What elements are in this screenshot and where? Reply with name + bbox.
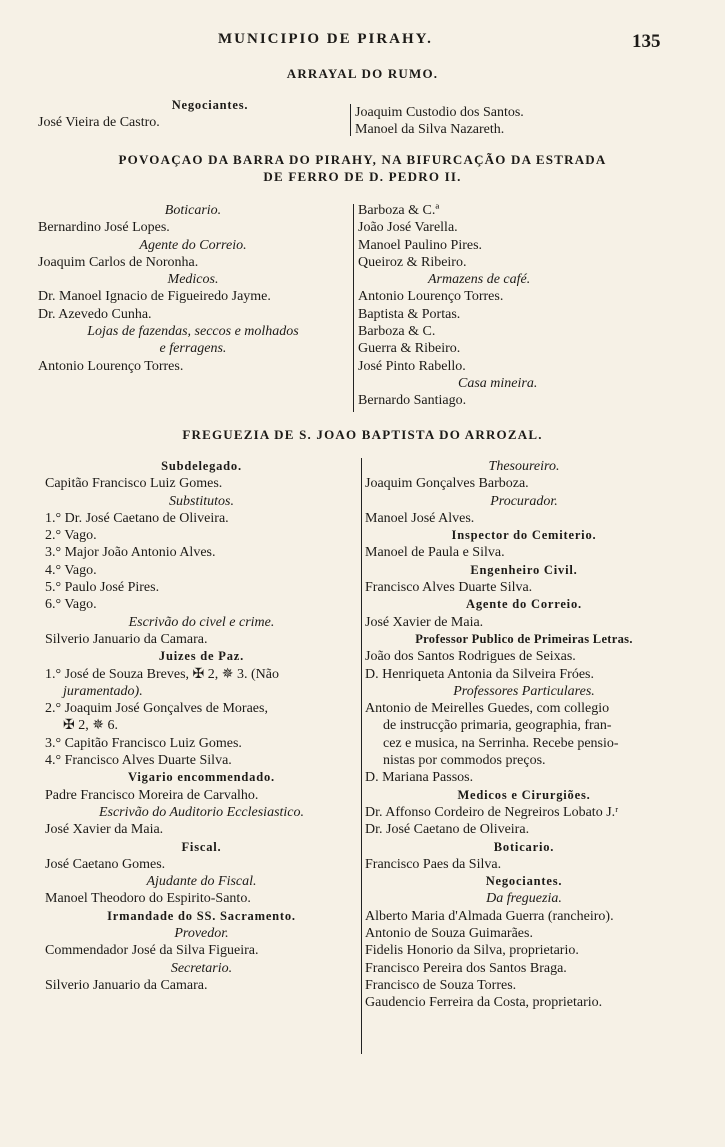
- entry: Gaudencio Ferreira da Costa, proprietario.: [365, 995, 603, 1011]
- entry: 4.° Francisco Alves Duarte Silva.: [45, 753, 232, 769]
- entry-cont: nistas por commodos preços.: [383, 753, 546, 769]
- entry: Queiroz & Ribeiro.: [358, 254, 467, 270]
- entry: Antonio Lourenço Torres.: [358, 289, 504, 305]
- entry: Dr. Affonso Cordeiro de Negreiros Lobato J.ʳ: [365, 804, 619, 820]
- heading-boticario: Boticario.: [164, 203, 222, 218]
- entry: Manoel da Silva Nazareth.: [355, 122, 505, 138]
- arrayal-right-column: [355, 104, 524, 139]
- heading-substitutos: Substitutos.: [169, 493, 234, 509]
- povoacao-right-column: [358, 202, 688, 410]
- heading-escrivao: Escrivão do civel e crime.: [128, 614, 275, 630]
- entry: Francisco de Souza Torres.: [365, 977, 517, 993]
- column-divider: [361, 458, 362, 1054]
- freguezia-right-column: [365, 458, 683, 1012]
- entry: Dr. Azevedo Cunha.: [38, 306, 152, 322]
- entry-cont: de instrucção primaria, geographia, fran-: [383, 718, 612, 734]
- page-number: 135: [632, 31, 661, 52]
- entry: Francisco Paes da Silva.: [365, 856, 502, 872]
- heading-professor-publico: Professor Publico de Primeiras Letras.: [415, 631, 633, 646]
- freguezia-left-column: [45, 458, 358, 994]
- heading-fiscal: Fiscal.: [181, 839, 222, 854]
- entry: 1.° Dr. José Caetano de Oliveira.: [45, 510, 229, 526]
- heading-armazens: Armazens de café.: [428, 272, 531, 288]
- entry: Manoel José Alves.: [365, 510, 475, 526]
- entry: Manoel Theodoro do Espirito-Santo.: [45, 891, 251, 907]
- heading-da-freguezia: Da freguezia.: [486, 891, 562, 907]
- entry: Alberto Maria d'Almada Guerra (rancheiro).: [365, 908, 614, 924]
- entry: 4.° Vago.: [45, 562, 97, 578]
- column-divider: [350, 104, 351, 136]
- heading-secretario: Secretario.: [170, 960, 233, 976]
- section-title-povoacao-2: DE FERRO DE D. PEDRO II.: [263, 169, 462, 184]
- povoacao-left-column: [38, 202, 348, 375]
- heading-irmandade: Irmandade do SS. Sacramento.: [107, 908, 296, 923]
- entry: Joaquim Gonçalves Barboza.: [365, 476, 529, 492]
- heading-procurador: Procurador.: [490, 493, 558, 509]
- heading-negociantes: Negociantes.: [171, 98, 249, 112]
- entry-cont: ✠ 2, ✵ 6.: [63, 718, 118, 734]
- entry: 3.° Major João Antonio Alves.: [45, 545, 216, 561]
- heading-medicos: Medicos.: [167, 272, 219, 288]
- entry: Francisco Alves Duarte Silva.: [365, 580, 533, 596]
- heading-lojas: Lojas de fazendas, seccos e molhados: [87, 324, 299, 340]
- entry: Silverio Januario da Camara.: [45, 631, 208, 647]
- heading-thesoureiro: Thesoureiro.: [488, 459, 560, 474]
- section-title-povoacao: POVOAÇAO DA BARRA DO PIRAHY, NA BIFURCAÇÃO DA ESTRADA: [118, 152, 607, 167]
- entry: José Pinto Rabello.: [358, 358, 466, 374]
- heading-lojas-2: e ferragens.: [159, 341, 227, 357]
- section-title-arrayal: ARRAYAL DO RUMO.: [286, 66, 439, 81]
- entry: José Caetano Gomes.: [45, 856, 166, 872]
- entry: 1.° José de Souza Breves, ✠ 2, ✵ 3. (Não: [45, 666, 279, 682]
- heading-vigario: Vigario encommendado.: [128, 770, 275, 785]
- entry: Baptista & Portas.: [358, 306, 461, 322]
- heading-subdelegado: Subdelegado.: [161, 459, 242, 473]
- entry: Barboza & C.: [358, 324, 436, 340]
- heading-engenheiro: Engenheiro Civil.: [470, 562, 578, 577]
- running-header: MUNICIPIO DE PIRAHY.: [218, 31, 433, 47]
- entry: João dos Santos Rodrigues de Seixas.: [365, 649, 576, 665]
- entry: Silverio Januario da Camara.: [45, 977, 208, 993]
- entry: Manoel de Paula e Silva.: [365, 545, 505, 561]
- entry: D. Henriqueta Antonia da Silveira Fróes.: [365, 666, 595, 682]
- entry: Dr. José Caetano de Oliveira.: [365, 822, 530, 838]
- entry: Padre Francisco Moreira de Carvalho.: [45, 787, 259, 803]
- entry: Dr. Manoel Ignacio de Figueiredo Jayme.: [38, 289, 271, 305]
- heading-escrivao-auditorio: Escrivão do Auditorio Ecclesiastico.: [98, 804, 305, 820]
- entry: Francisco Pereira dos Santos Braga.: [365, 960, 567, 976]
- entry: José Vieira de Castro.: [38, 115, 160, 131]
- entry: Commendador José da Silva Figueira.: [45, 943, 259, 959]
- entry: Capitão Francisco Luiz Gomes.: [45, 476, 223, 492]
- entry: D. Mariana Passos.: [365, 770, 474, 786]
- entry: Joaquim Carlos de Noronha.: [38, 254, 199, 270]
- entry: Antonio de Souza Guimarães.: [365, 926, 533, 942]
- heading-medicos-cirurgioes: Medicos e Cirurgiões.: [457, 787, 591, 802]
- column-divider: [353, 204, 354, 412]
- entry: José Xavier da Maia.: [45, 822, 164, 838]
- heading-casa-mineira: Casa mineira.: [458, 375, 538, 391]
- heading-juizes: Juizes de Paz.: [158, 649, 245, 664]
- heading-provedor: Provedor.: [174, 926, 229, 942]
- heading-negociantes: Negociantes.: [485, 874, 563, 889]
- entry: Guerra & Ribeiro.: [358, 341, 461, 357]
- entry: Antonio de Meirelles Guedes, com collegio: [365, 701, 610, 717]
- entry: 2.° Vago.: [45, 528, 97, 544]
- entry: Joaquim Custodio dos Santos.: [355, 105, 524, 120]
- entry: Fidelis Honorio da Silva, proprietario.: [365, 943, 579, 959]
- heading-ajudante-fiscal: Ajudante do Fiscal.: [146, 874, 257, 890]
- entry-cont: cez e musica, na Serrinha. Recebe pensio-: [383, 735, 619, 751]
- heading-boticario: Boticario.: [493, 839, 555, 854]
- section-title-freguezia: FREGUEZIA DE S. JOAO BAPTISTA DO ARROZAL.: [182, 427, 543, 442]
- heading-agente-correio: Agente do Correio.: [139, 237, 247, 253]
- entry: José Xavier de Maia.: [365, 614, 484, 630]
- entry: Antonio Lourenço Torres.: [38, 358, 184, 374]
- heading-professores-particulares: Professores Particulares.: [453, 683, 595, 699]
- entry: 3.° Capitão Francisco Luiz Gomes.: [45, 735, 242, 751]
- heading-agente-correio: Agente do Correio.: [466, 597, 582, 612]
- entry: Bernardino José Lopes.: [38, 220, 170, 236]
- entry: 6.° Vago.: [45, 597, 97, 613]
- arrayal-left-column: [38, 97, 348, 132]
- entry: Manoel Paulino Pires.: [358, 237, 483, 253]
- heading-inspector: Inspector do Cemiterio.: [451, 528, 597, 543]
- entry: 5.° Paulo José Pires.: [45, 580, 160, 596]
- entry-cont: juramentado).: [63, 683, 143, 699]
- entry: Bernardo Santiago.: [358, 393, 467, 409]
- entry: Barboza & C.ª: [358, 203, 440, 218]
- entry: 2.° Joaquim José Gonçalves de Moraes,: [45, 701, 268, 717]
- entry: João José Varella.: [358, 220, 458, 236]
